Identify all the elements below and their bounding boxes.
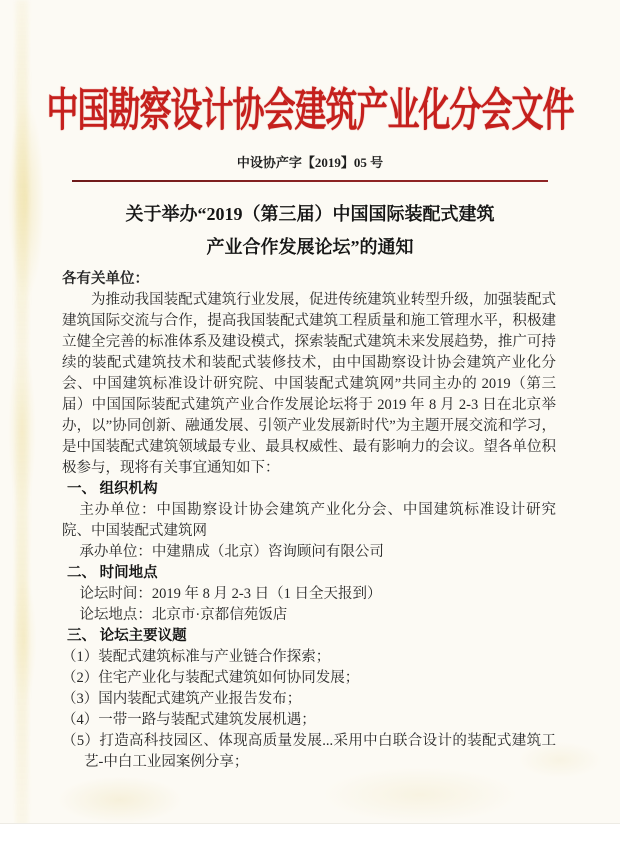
agenda-item: （2）住宅产业化与装配式建筑如何协同发展； (62, 670, 360, 686)
intro-paragraph: 为推动我国装配式建筑行业发展，促进传统建筑业转型升级，加强装配式建筑国际交流与合作，提高我国装配式建筑工程质量和施工管理水平，积极建立健全完善的标准体系及建设模式，探索装配式建筑未来发展趋势，推广可持续的装配式建筑技术和装配式装修技术，由中国勘察设计协会建筑产业化分会、中国建筑标准设计研究院、中国装配式建筑网”共同主办的 2019（第三届）中国国际装配式建筑产业合作发展论坛将于 2019 年 8 月 2-3 日在北京举办，以”协同创新、融通发展、引领产业发展新时代”为主题开展交流和学习，是中国装配式建筑领域最专业、最具权威性、最有影响力的会议。望各单位积极参与，现将有关事宜通知如下： (62, 292, 556, 476)
doc-number: 中设协产字【2019】05 号 (236, 155, 384, 170)
agenda-item: （4）一带一路与装配式建筑发展机遇； (62, 712, 316, 728)
agenda-item: （5）打造高科技园区、体现高质量发展...采用中白联合设计的装配式建筑工艺-中白工业园案例分享； (62, 733, 556, 770)
document-title-line2: 产业合作发展论坛”的通知 (206, 237, 414, 257)
agenda-list (62, 647, 556, 773)
section-paragraph: 论坛时间：2019 年 8 月 2-3 日（1 日全天报到） (79, 586, 382, 602)
agenda-item: （3）国内装配式建筑产业报告发布； (62, 691, 302, 707)
agenda-item: （1）装配式建筑标准与产业链合作探索； (62, 649, 331, 665)
section-paragraph: 承办单位：中建鼎成（北京）咨询顾问有限公司 (79, 544, 384, 560)
section-heading-2: 二、 时间地点 (67, 565, 158, 581)
section-heading-1: 一、 组织机构 (67, 481, 158, 497)
document-title-line1: 关于举办“2019（第三届）中国国际装配式建筑 (125, 204, 495, 224)
section-paragraph: 论坛地点：北京市·京都信苑饭店 (79, 607, 288, 623)
scan-page-bottom-edge (0, 823, 620, 844)
red-separator-rule (72, 180, 548, 182)
section-paragraph: 主办单位：中国勘察设计协会建筑产业化分会、中国建筑标准设计研究院、中国装配式建筑网 (62, 502, 556, 539)
document-body (62, 269, 556, 773)
section-heading-3: 三、 论坛主要议题 (67, 628, 187, 644)
salutation: 各有关单位： (62, 271, 149, 287)
document-title (0, 198, 620, 264)
issuer-banner: 中国勘察设计协会建筑产业化分会文件 (46, 84, 574, 136)
